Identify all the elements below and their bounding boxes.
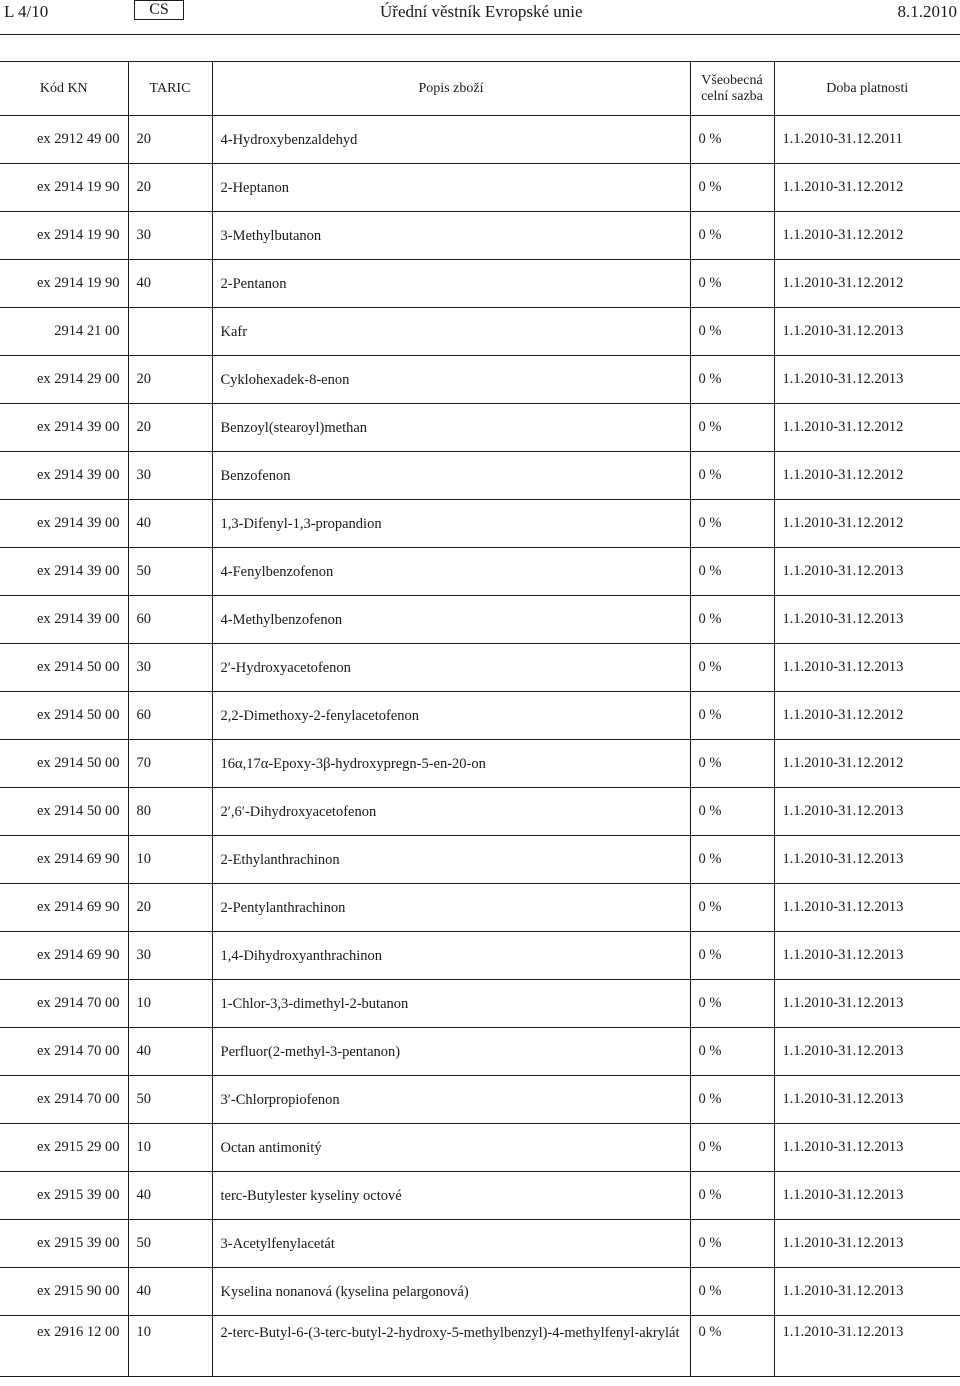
cell-validity: 1.1.2010-31.12.2013 (774, 1220, 960, 1268)
cell-duty-rate: 0 % (690, 260, 774, 308)
cell-description: 2-terc-Butyl-6-(3-terc-butyl-2-hydroxy-5-methylbenzyl)-4-methylfenyl-akrylát (212, 1316, 690, 1377)
cell-taric: 30 (128, 212, 212, 260)
cell-description: Octan antimonitý (212, 1124, 690, 1172)
cell-kn-code: ex 2914 19 90 (0, 164, 128, 212)
column-header-rate-line1: Všeobecná (701, 72, 763, 88)
table-row (0, 1028, 960, 1076)
cell-taric: 20 (128, 116, 212, 164)
cell-description: Kyselina nonanová (kyselina pelargonová) (212, 1268, 690, 1316)
cell-duty-rate: 0 % (690, 932, 774, 980)
page-header (0, 0, 960, 30)
cell-description: terc-Butylester kyseliny octové (212, 1172, 690, 1220)
cell-description: Benzoyl(stearoyl)methan (212, 404, 690, 452)
cell-duty-rate: 0 % (690, 1172, 774, 1220)
cell-duty-rate: 0 % (690, 164, 774, 212)
cell-kn-code: ex 2914 39 00 (0, 452, 128, 500)
cell-duty-rate: 0 % (690, 548, 774, 596)
cell-taric: 10 (128, 836, 212, 884)
cell-kn-code: ex 2914 19 90 (0, 212, 128, 260)
cell-description: 2′-Hydroxyacetofenon (212, 644, 690, 692)
cell-kn-code: ex 2914 50 00 (0, 692, 128, 740)
table-row (0, 1172, 960, 1220)
table-row (0, 308, 960, 356)
table-row (0, 1220, 960, 1268)
cell-taric: 40 (128, 1268, 212, 1316)
table-row (0, 1268, 960, 1316)
cell-description: 3-Methylbutanon (212, 212, 690, 260)
cell-taric: 20 (128, 164, 212, 212)
cell-validity: 1.1.2010-31.12.2012 (774, 404, 960, 452)
cell-description: 16α,17α-Epoxy-3β-hydroxypregn-5-en-20-on (212, 740, 690, 788)
cell-kn-code: ex 2915 29 00 (0, 1124, 128, 1172)
cell-kn-code: ex 2914 50 00 (0, 740, 128, 788)
table-row (0, 548, 960, 596)
cell-description: 3′-Chlorpropiofenon (212, 1076, 690, 1124)
cell-kn-code: ex 2914 70 00 (0, 1028, 128, 1076)
cell-duty-rate: 0 % (690, 692, 774, 740)
table-row (0, 692, 960, 740)
cell-validity: 1.1.2010-31.12.2013 (774, 308, 960, 356)
cell-taric: 80 (128, 788, 212, 836)
cell-validity: 1.1.2010-31.12.2011 (774, 116, 960, 164)
table-row (0, 932, 960, 980)
cell-taric: 20 (128, 884, 212, 932)
cell-duty-rate: 0 % (690, 596, 774, 644)
cell-validity: 1.1.2010-31.12.2013 (774, 596, 960, 644)
table-row (0, 1076, 960, 1124)
cell-validity: 1.1.2010-31.12.2013 (774, 1316, 960, 1377)
cell-taric: 10 (128, 1124, 212, 1172)
cell-kn-code: ex 2915 39 00 (0, 1172, 128, 1220)
cell-description: 2-Heptanon (212, 164, 690, 212)
cell-description: 1,4-Dihydroxyanthrachinon (212, 932, 690, 980)
cell-kn-code: ex 2914 39 00 (0, 404, 128, 452)
cell-duty-rate: 0 % (690, 1124, 774, 1172)
cell-taric: 30 (128, 932, 212, 980)
cell-taric: 60 (128, 596, 212, 644)
cell-taric: 30 (128, 452, 212, 500)
cell-duty-rate: 0 % (690, 1316, 774, 1377)
cell-duty-rate: 0 % (690, 500, 774, 548)
cell-kn-code: ex 2916 12 00 (0, 1316, 128, 1377)
cell-kn-code: ex 2914 29 00 (0, 356, 128, 404)
cell-validity: 1.1.2010-31.12.2013 (774, 1028, 960, 1076)
page-number: L 4/10 (4, 2, 49, 21)
cell-description: 4-Fenylbenzofenon (212, 548, 690, 596)
table-row (0, 404, 960, 452)
column-header-description: Popis zboží (212, 62, 690, 116)
cell-duty-rate: 0 % (690, 116, 774, 164)
table-row (0, 836, 960, 884)
cell-duty-rate: 0 % (690, 1076, 774, 1124)
column-header-taric: TARIC (128, 62, 212, 116)
table-row (0, 452, 960, 500)
cell-description: 1,3-Difenyl-1,3-propandion (212, 500, 690, 548)
cell-taric: 40 (128, 1172, 212, 1220)
cell-taric: 10 (128, 1316, 212, 1377)
column-header-rate (690, 62, 774, 116)
cell-kn-code: ex 2914 19 90 (0, 260, 128, 308)
cell-taric: 50 (128, 1076, 212, 1124)
cell-kn-code: ex 2912 49 00 (0, 116, 128, 164)
cell-taric: 40 (128, 260, 212, 308)
cell-description: 2′,6′-Dihydroxyacetofenon (212, 788, 690, 836)
cell-kn-code: ex 2914 69 90 (0, 884, 128, 932)
cell-kn-code: ex 2914 39 00 (0, 548, 128, 596)
cell-description: 2,2-Dimethoxy-2-fenylacetofenon (212, 692, 690, 740)
table-body (0, 116, 960, 1377)
table-row (0, 1124, 960, 1172)
cell-duty-rate: 0 % (690, 884, 774, 932)
cell-taric: 20 (128, 404, 212, 452)
table-header-row (0, 62, 960, 116)
cell-validity: 1.1.2010-31.12.2013 (774, 1268, 960, 1316)
cell-taric: 60 (128, 692, 212, 740)
table-row (0, 260, 960, 308)
cell-kn-code: ex 2914 70 00 (0, 1076, 128, 1124)
cell-duty-rate: 0 % (690, 308, 774, 356)
cell-taric: 20 (128, 356, 212, 404)
cell-duty-rate: 0 % (690, 1268, 774, 1316)
issue-date: 8.1.2010 (897, 2, 957, 21)
cell-taric: 50 (128, 548, 212, 596)
cell-validity: 1.1.2010-31.12.2012 (774, 164, 960, 212)
cell-kn-code: ex 2914 69 90 (0, 836, 128, 884)
table-row (0, 212, 960, 260)
table-row (0, 500, 960, 548)
cell-validity: 1.1.2010-31.12.2012 (774, 500, 960, 548)
cell-duty-rate: 0 % (690, 212, 774, 260)
cell-validity: 1.1.2010-31.12.2013 (774, 356, 960, 404)
cell-validity: 1.1.2010-31.12.2013 (774, 1076, 960, 1124)
cell-validity: 1.1.2010-31.12.2012 (774, 260, 960, 308)
cell-description: 4-Hydroxybenzaldehyd (212, 116, 690, 164)
cell-duty-rate: 0 % (690, 404, 774, 452)
cell-kn-code: ex 2915 39 00 (0, 1220, 128, 1268)
cell-validity: 1.1.2010-31.12.2013 (774, 1124, 960, 1172)
cell-taric: 10 (128, 980, 212, 1028)
cell-description: 2-Pentylanthrachinon (212, 884, 690, 932)
cell-validity: 1.1.2010-31.12.2013 (774, 932, 960, 980)
cell-validity: 1.1.2010-31.12.2012 (774, 452, 960, 500)
cell-validity: 1.1.2010-31.12.2013 (774, 980, 960, 1028)
table-row (0, 356, 960, 404)
cell-taric: 40 (128, 500, 212, 548)
cell-kn-code: ex 2914 50 00 (0, 788, 128, 836)
table-row (0, 116, 960, 164)
tariff-table (0, 61, 960, 1377)
table-row (0, 164, 960, 212)
cell-duty-rate: 0 % (690, 1028, 774, 1076)
cell-kn-code: ex 2914 69 90 (0, 932, 128, 980)
cell-duty-rate: 0 % (690, 452, 774, 500)
cell-duty-rate: 0 % (690, 644, 774, 692)
cell-taric (128, 308, 212, 356)
cell-kn-code: 2914 21 00 (0, 308, 128, 356)
cell-taric: 30 (128, 644, 212, 692)
cell-description: 4-Methylbenzofenon (212, 596, 690, 644)
cell-validity: 1.1.2010-31.12.2013 (774, 884, 960, 932)
cell-description: Kafr (212, 308, 690, 356)
cell-taric: 40 (128, 1028, 212, 1076)
cell-duty-rate: 0 % (690, 1220, 774, 1268)
cell-validity: 1.1.2010-31.12.2013 (774, 644, 960, 692)
cell-duty-rate: 0 % (690, 356, 774, 404)
column-header-rate-line2: celní sazba (701, 88, 763, 104)
cell-duty-rate: 0 % (690, 836, 774, 884)
cell-kn-code: ex 2915 90 00 (0, 1268, 128, 1316)
cell-validity: 1.1.2010-31.12.2012 (774, 740, 960, 788)
cell-description: 1-Chlor-3,3-dimethyl-2-butanon (212, 980, 690, 1028)
cell-validity: 1.1.2010-31.12.2012 (774, 692, 960, 740)
cell-taric: 70 (128, 740, 212, 788)
table-row (0, 884, 960, 932)
cell-description: Cyklohexadek-8-enon (212, 356, 690, 404)
cell-kn-code: ex 2914 39 00 (0, 500, 128, 548)
column-header-kn: Kód KN (0, 62, 128, 116)
cell-validity: 1.1.2010-31.12.2013 (774, 548, 960, 596)
table-row (0, 980, 960, 1028)
cell-description: Benzofenon (212, 452, 690, 500)
table-row (0, 1316, 960, 1377)
cell-validity: 1.1.2010-31.12.2013 (774, 788, 960, 836)
header-rule (0, 34, 960, 35)
cell-duty-rate: 0 % (690, 788, 774, 836)
cell-validity: 1.1.2010-31.12.2013 (774, 836, 960, 884)
cell-validity: 1.1.2010-31.12.2012 (774, 212, 960, 260)
column-header-validity: Doba platnosti (774, 62, 960, 116)
cell-description: 2-Pentanon (212, 260, 690, 308)
journal-title: Úřední věstník Evropské unie (380, 2, 583, 21)
cell-kn-code: ex 2914 70 00 (0, 980, 128, 1028)
cell-description: 3-Acetylfenylacetát (212, 1220, 690, 1268)
cell-description: 2-Ethylanthrachinon (212, 836, 690, 884)
cell-kn-code: ex 2914 50 00 (0, 644, 128, 692)
cell-kn-code: ex 2914 39 00 (0, 596, 128, 644)
language-badge: CS (134, 0, 184, 20)
table-row (0, 740, 960, 788)
cell-duty-rate: 0 % (690, 980, 774, 1028)
cell-taric: 50 (128, 1220, 212, 1268)
table-row (0, 644, 960, 692)
table-row (0, 788, 960, 836)
table-row (0, 596, 960, 644)
cell-description: Perfluor(2-methyl-3-pentanon) (212, 1028, 690, 1076)
cell-validity: 1.1.2010-31.12.2013 (774, 1172, 960, 1220)
cell-duty-rate: 0 % (690, 740, 774, 788)
